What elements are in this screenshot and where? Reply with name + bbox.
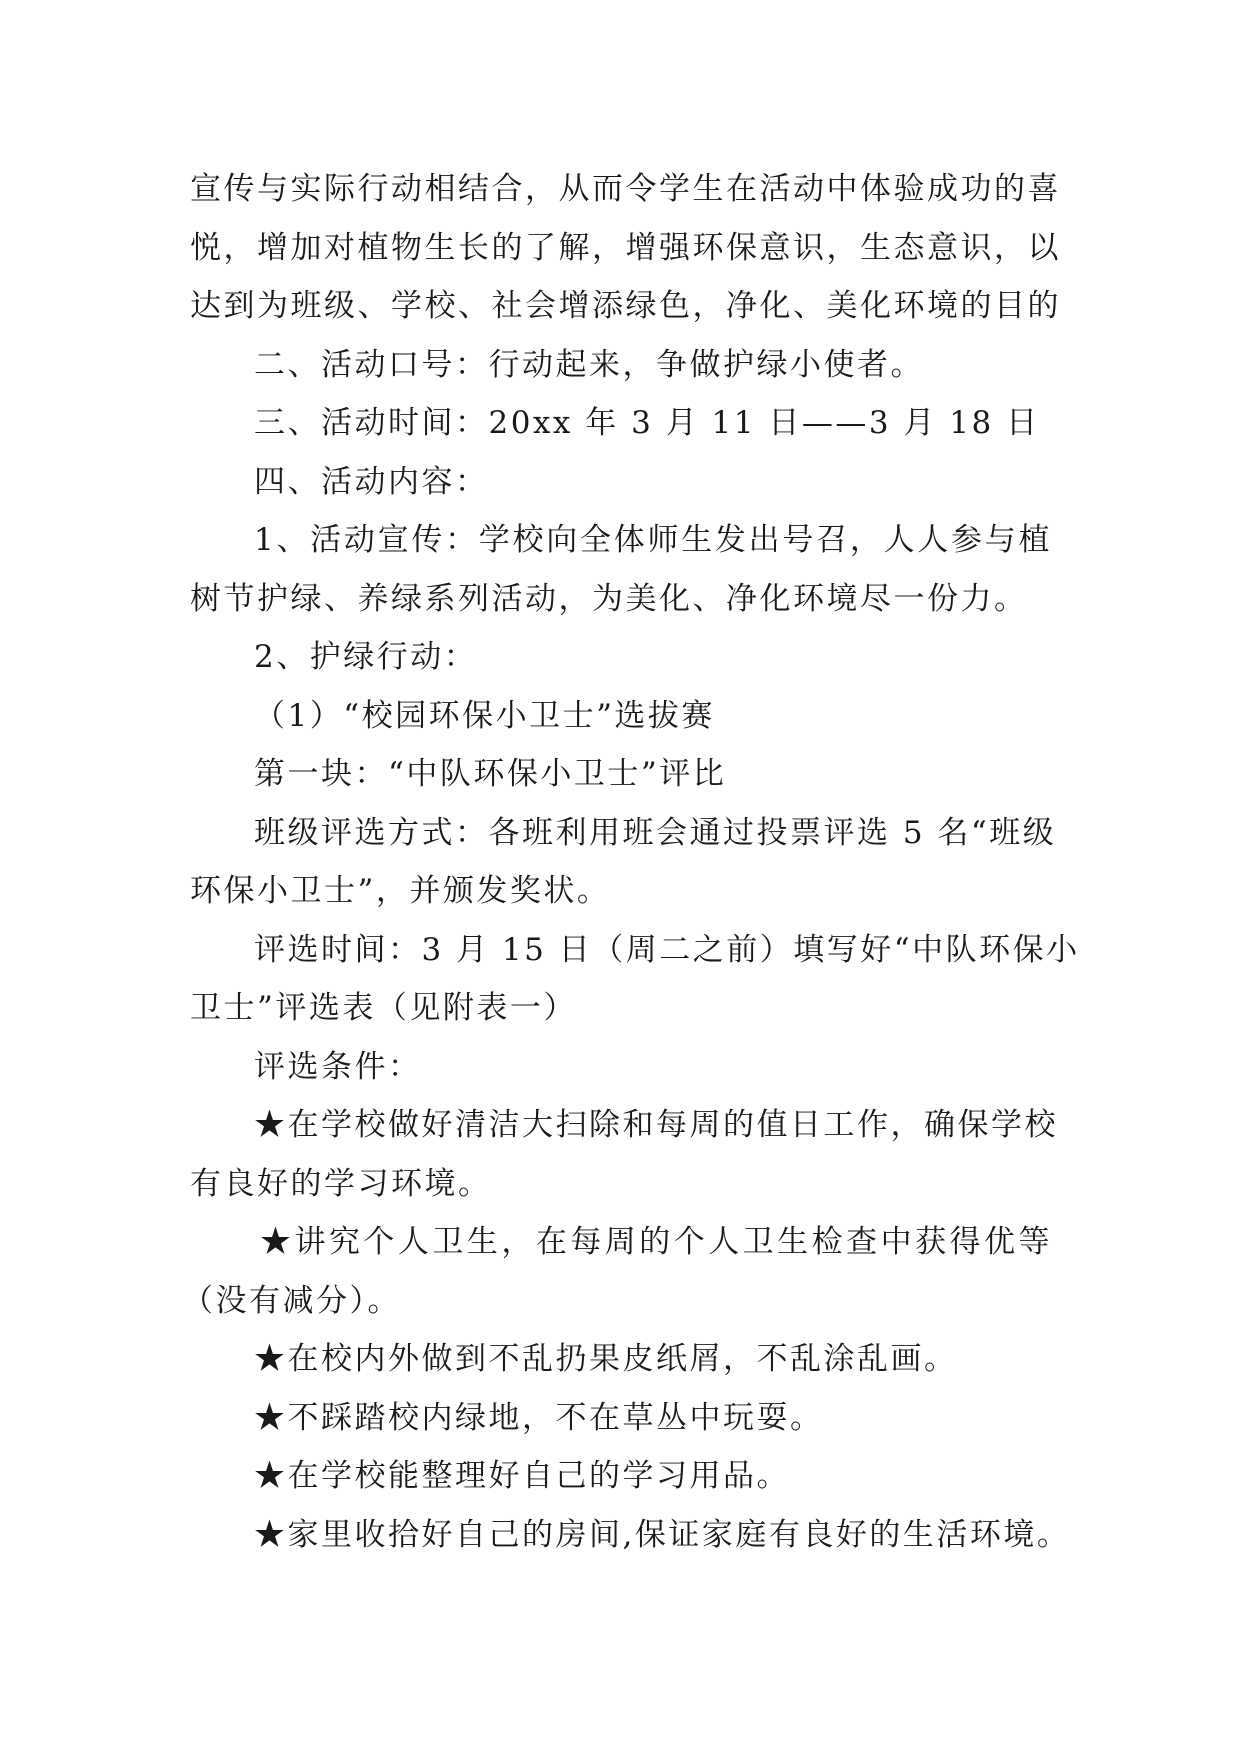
criteria-item: ★在学校能整理好自己的学习用品。 <box>254 1458 790 1494</box>
criteria-item: ★家里收拾好自己的房间,保证家庭有良好的生活环境。 <box>254 1516 1071 1553</box>
paragraph-line: 环保小卫士”，并颁发奖状。 <box>190 873 611 909</box>
paragraph-line: 班级评选方式：各班利用班会通过投票评选 5 名“班级 <box>254 814 1057 851</box>
paragraph-line: 悦，增加对植物生长的了解，增强环保意识，生态意识，以 <box>190 229 1061 266</box>
subheading-line: （1）“校园环保小卫士”选拔赛 <box>254 697 715 734</box>
subheading-line: 2、护绿行动： <box>254 639 478 675</box>
paragraph-line: 有良好的学习环境。 <box>190 1165 492 1202</box>
paragraph-line: 1、活动宣传：学校向全体师生发出号召，人人参与植 <box>254 522 1052 558</box>
paragraph-line: 评选条件： <box>254 1048 422 1085</box>
section-heading-content: 四、活动内容： <box>254 463 489 500</box>
paragraph-line: （没有减分）。 <box>182 1282 401 1319</box>
document-body <box>182 160 1080 1564</box>
section-heading-time: 三、活动时间：20xx 年 3 月 11 日——3 月 18 日 <box>254 405 1040 441</box>
paragraph-line: 评选时间：3 月 15 日（周二之前）填写好“中队环保小 <box>254 931 1080 968</box>
paragraph-line: 宣传与实际行动相结合，从而令学生在活动中体验成功的喜 <box>190 171 1061 207</box>
paragraph-line: 达到为班级、学校、社会增添绿色，净化、美化环境的目的 <box>190 288 1061 324</box>
criteria-item: ★讲究个人卫生，在每周的个人卫生检查中获得优等 <box>260 1224 1052 1260</box>
criteria-item: ★在校内外做到不乱扔果皮纸屑，不乱涂乱画。 <box>254 1341 958 1377</box>
paragraph-line: 树节护绿、养绿系列活动，为美化、净化环境尽一份力。 <box>190 580 1028 617</box>
criteria-item: ★不踩踏校内绿地，不在草丛中玩耍。 <box>254 1399 824 1436</box>
paragraph-line: 第一块：“中队环保小卫士”评比 <box>254 756 727 792</box>
section-heading-slogan: 二、活动口号：行动起来，争做护绿小使者。 <box>254 346 924 383</box>
criteria-item: ★在学校做好清洁大扫除和每周的值日工作，确保学校 <box>254 1107 1058 1143</box>
paragraph-line: 卫士”评选表（见附表一） <box>190 990 577 1026</box>
